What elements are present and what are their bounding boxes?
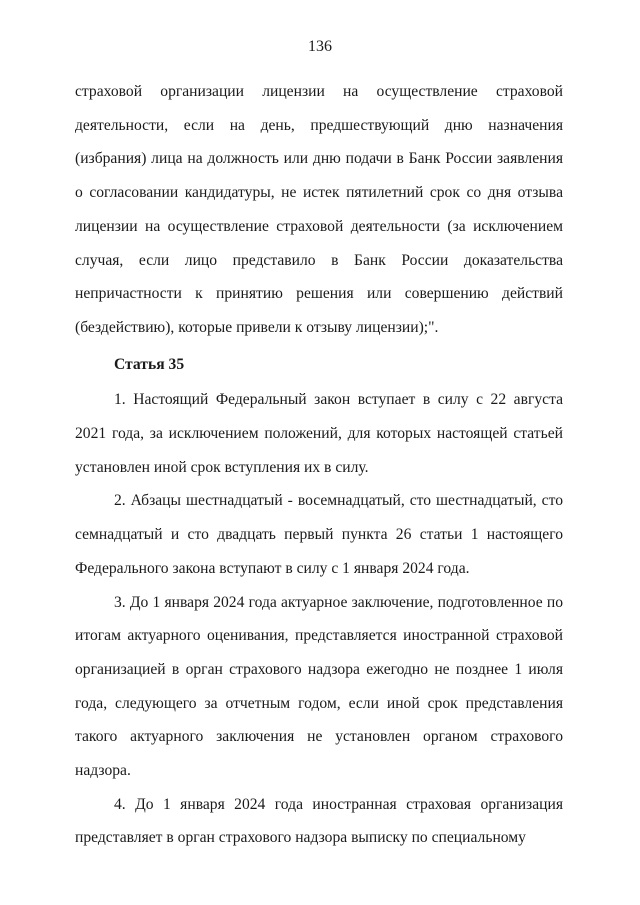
continuation-paragraph: страховой организации лицензии на осуществление страховой деятельности, если на день, предшествующий дню назначения (избрания) лица на должность или дню подачи в Банк России заявления о согласовании кандидатуры, не истек пятилетний срок со дня отзыва лицензии на осуществление страховой деятельности (за исключением случая, если лицо представило в Банк России доказательства непричастности к принятию решения или совершению действий (бездействию), которые привели к отзыву лицензии);". bbox=[75, 83, 563, 336]
paragraph-1: 1. Настоящий Федеральный закон вступает в силу с 22 августа 2021 года, за исключением положений, для которых настоящей статьей установлен иной срок вступления их в силу. bbox=[75, 391, 563, 476]
document-body bbox=[75, 75, 563, 855]
paragraph-2: 2. Абзацы шестнадцатый - восемнадцатый, сто шестнадцатый, сто семнадцатый и сто двадцать первый пункта 26 статьи 1 настоящего Федерального закона вступают в силу с 1 января 2024 года. bbox=[75, 492, 563, 577]
paragraph-3: 3. До 1 января 2024 года актуарное заключение, подготовленное по итогам актуарного оценивания, представляется иностранной страховой организацией в орган страхового надзора ежегодно не позднее 1 июля года, следующего за отчетным годом, если иной срок представления такого актуарного заключения не установлен органом страхового надзора. bbox=[75, 593, 563, 780]
paragraph-4: 4. До 1 января 2024 года иностранная страховая организация представляет в орган страхового надзора выписку по специальному bbox=[75, 795, 563, 847]
article-heading: Статья 35 bbox=[114, 355, 185, 373]
page-number: 136 bbox=[308, 38, 332, 55]
